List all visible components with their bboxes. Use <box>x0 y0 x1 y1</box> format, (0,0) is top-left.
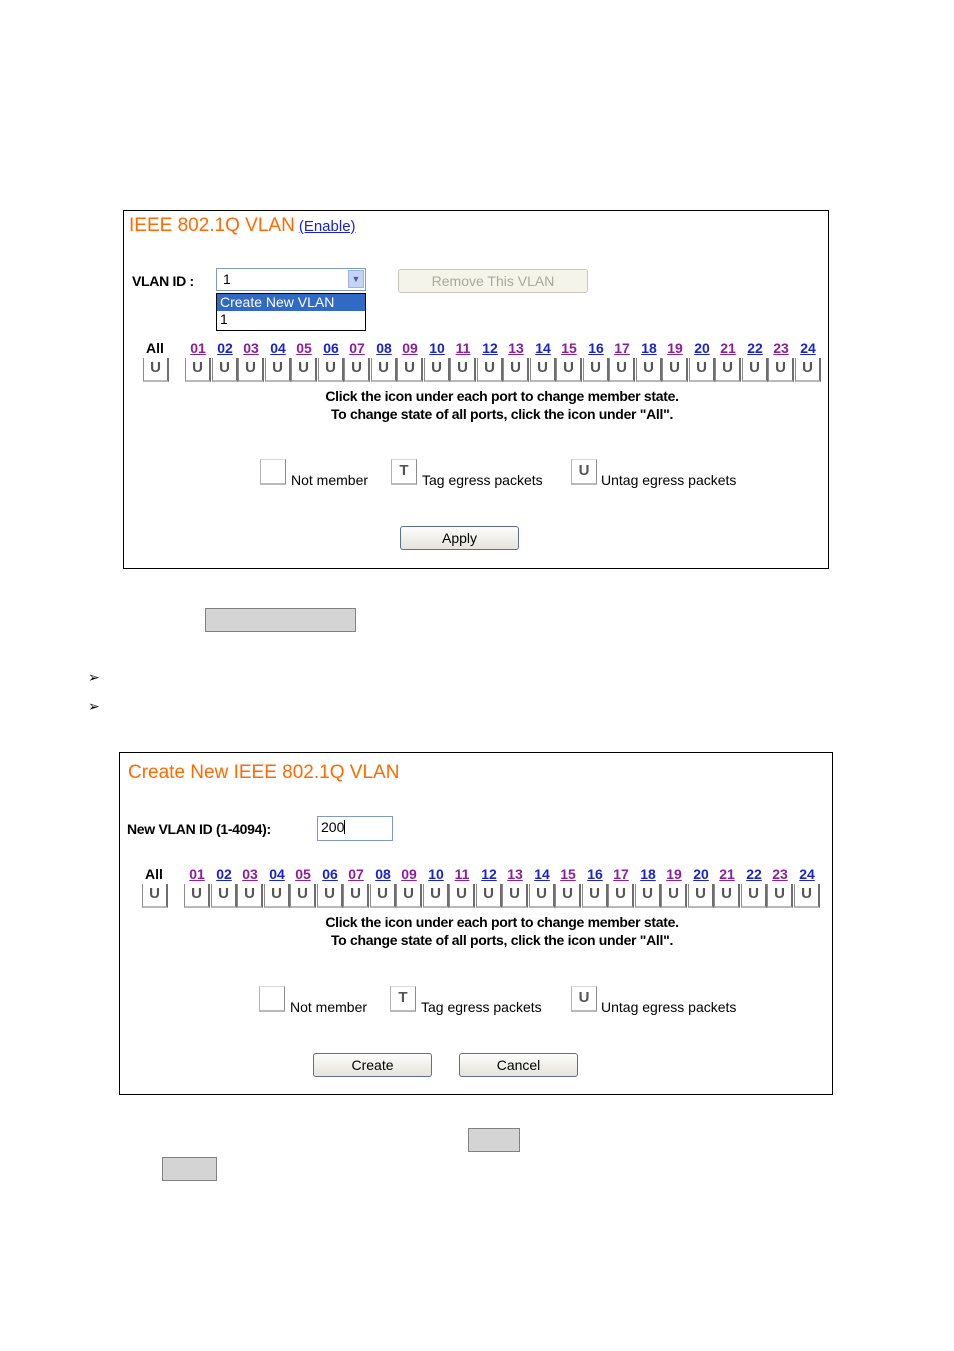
port-icon-18[interactable]: U <box>635 884 661 908</box>
dropdown-option-1[interactable]: 1 <box>220 311 228 327</box>
port-icon-04[interactable]: U <box>265 358 291 382</box>
chevron-down-icon[interactable]: ▼ <box>348 270 364 288</box>
port-label-04[interactable]: 04 <box>269 866 285 882</box>
port-icon-09[interactable]: U <box>397 358 423 382</box>
not-member-label: Not member <box>290 999 368 1015</box>
port-icon-16[interactable]: U <box>582 884 608 908</box>
port-label-23[interactable]: 23 <box>772 866 788 882</box>
port-label-10[interactable]: 10 <box>429 340 445 356</box>
port-icon-20[interactable]: U <box>689 358 715 382</box>
port-label-01[interactable]: 01 <box>189 866 205 882</box>
port-label-06[interactable]: 06 <box>323 340 339 356</box>
port-label-15[interactable]: 15 <box>560 866 576 882</box>
instruction-line-2: To change state of all ports, click the icon under "All". <box>330 406 674 422</box>
tag-icon: T <box>390 986 416 1012</box>
create-vlan-panel <box>119 752 833 1095</box>
port-icon-08[interactable]: U <box>371 358 397 382</box>
gray-placeholder-box <box>162 1157 217 1181</box>
port-icon-05[interactable]: U <box>291 358 317 382</box>
cancel-button[interactable]: Cancel <box>459 1053 578 1077</box>
port-label-13[interactable]: 13 <box>508 340 524 356</box>
port-label-19[interactable]: 19 <box>667 340 683 356</box>
port-label-02[interactable]: 02 <box>216 866 232 882</box>
port-icon-12[interactable]: U <box>476 884 502 908</box>
port-icon-14[interactable]: U <box>530 358 556 382</box>
vlan-id-select-value: 1 <box>223 271 231 287</box>
enable-link[interactable]: (Enable) <box>298 218 356 235</box>
not-member-label: Not member <box>291 472 369 488</box>
port-label-18[interactable]: 18 <box>640 866 656 882</box>
port-icon-23[interactable]: U <box>768 358 794 382</box>
port-icon-21[interactable]: U <box>714 884 740 908</box>
apply-button[interactable]: Apply <box>400 526 519 550</box>
port-label-12[interactable]: 12 <box>482 340 498 356</box>
port-icon-13[interactable]: U <box>503 358 529 382</box>
all-ports-icon[interactable]: U <box>143 358 169 382</box>
port-label-16[interactable]: 16 <box>588 340 604 356</box>
new-vlan-id-value: 200 <box>321 819 345 835</box>
port-label-06[interactable]: 06 <box>322 866 338 882</box>
port-label-18[interactable]: 18 <box>641 340 657 356</box>
port-label-17[interactable]: 17 <box>614 340 630 356</box>
port-icon-19[interactable]: U <box>662 358 688 382</box>
instruction-line-2: To change state of all ports, click the icon under "All". <box>330 932 674 948</box>
port-icon-01[interactable]: U <box>184 884 210 908</box>
port-label-11[interactable]: 11 <box>455 340 471 356</box>
port-icon-02[interactable]: U <box>212 358 238 382</box>
not-member-icon <box>259 986 285 1012</box>
port-label-07[interactable]: 07 <box>349 340 365 356</box>
port-icon-17[interactable]: U <box>609 358 635 382</box>
port-label-20[interactable]: 20 <box>694 340 710 356</box>
port-label-17[interactable]: 17 <box>613 866 629 882</box>
port-icon-03[interactable]: U <box>237 884 263 908</box>
panel-title-text: IEEE 802.1Q VLAN <box>129 215 295 236</box>
port-label-02[interactable]: 02 <box>217 340 233 356</box>
port-icon-06[interactable]: U <box>317 884 343 908</box>
port-label-03[interactable]: 03 <box>243 340 259 356</box>
create-button[interactable]: Create <box>313 1053 432 1077</box>
vlan-panel <box>123 210 829 569</box>
gray-placeholder-box <box>468 1128 520 1152</box>
port-icon-11[interactable]: U <box>449 884 475 908</box>
port-label-23[interactable]: 23 <box>773 340 789 356</box>
port-label-22[interactable]: 22 <box>746 866 762 882</box>
port-icon-11[interactable]: U <box>450 358 476 382</box>
port-label-16[interactable]: 16 <box>587 866 603 882</box>
port-icon-24[interactable]: U <box>794 884 820 908</box>
port-icon-10[interactable]: U <box>424 358 450 382</box>
port-icon-23[interactable]: U <box>767 884 793 908</box>
dropdown-option-create-new[interactable]: Create New VLAN <box>217 294 365 311</box>
port-label-10[interactable]: 10 <box>428 866 444 882</box>
all-ports-label: All <box>146 340 164 356</box>
text-cursor <box>344 820 345 834</box>
port-icon-19[interactable]: U <box>661 884 687 908</box>
not-member-icon <box>260 459 286 485</box>
tag-label: Tag egress packets <box>422 472 543 488</box>
port-icon-10[interactable]: U <box>423 884 449 908</box>
port-label-08[interactable]: 08 <box>375 866 391 882</box>
port-icon-15[interactable]: U <box>556 358 582 382</box>
port-icon-24[interactable]: U <box>795 358 821 382</box>
port-label-24[interactable]: 24 <box>799 866 815 882</box>
instruction-line-1: Click the icon under each port to change member state. <box>325 388 679 404</box>
bullet-2: ➢ <box>88 698 100 714</box>
port-label-14[interactable]: 14 <box>535 340 551 356</box>
untag-label: Untag egress packets <box>601 472 737 488</box>
port-icon-07[interactable]: U <box>343 884 369 908</box>
port-label-11[interactable]: 11 <box>454 866 470 882</box>
port-label-01[interactable]: 01 <box>190 340 206 356</box>
tag-label: Tag egress packets <box>421 999 542 1015</box>
gray-placeholder-box <box>205 608 356 632</box>
port-label-12[interactable]: 12 <box>481 866 497 882</box>
port-icon-05[interactable]: U <box>290 884 316 908</box>
untag-icon: U <box>571 986 597 1012</box>
port-icon-17[interactable]: U <box>608 884 634 908</box>
vlan-id-select[interactable] <box>216 268 366 291</box>
port-label-21[interactable]: 21 <box>720 340 736 356</box>
port-icon-15[interactable]: U <box>555 884 581 908</box>
port-label-09[interactable]: 09 <box>402 340 418 356</box>
vlan-id-label: VLAN ID : <box>132 273 194 289</box>
port-icon-18[interactable]: U <box>636 358 662 382</box>
port-label-03[interactable]: 03 <box>242 866 258 882</box>
port-label-09[interactable]: 09 <box>401 866 417 882</box>
port-icon-09[interactable]: U <box>396 884 422 908</box>
port-label-05[interactable]: 05 <box>296 340 312 356</box>
port-icon-06[interactable]: U <box>318 358 344 382</box>
bullet-1: ➢ <box>88 669 100 685</box>
port-icon-21[interactable]: U <box>715 358 741 382</box>
instruction-line-1: Click the icon under each port to change member state. <box>325 914 679 930</box>
port-icon-07[interactable]: U <box>344 358 370 382</box>
panel-title <box>129 215 356 237</box>
untag-icon: U <box>571 459 597 485</box>
tag-icon: T <box>391 459 417 485</box>
port-icon-16[interactable]: U <box>583 358 609 382</box>
all-ports-icon[interactable]: U <box>142 884 168 908</box>
port-label-22[interactable]: 22 <box>747 340 763 356</box>
port-icon-04[interactable]: U <box>264 884 290 908</box>
vlan-id-dropdown <box>216 293 366 331</box>
port-label-14[interactable]: 14 <box>534 866 550 882</box>
untag-label: Untag egress packets <box>601 999 737 1015</box>
all-ports-label: All <box>145 866 163 882</box>
port-icon-08[interactable]: U <box>370 884 396 908</box>
port-icon-02[interactable]: U <box>211 884 237 908</box>
port-label-05[interactable]: 05 <box>295 866 311 882</box>
port-label-19[interactable]: 19 <box>666 866 682 882</box>
port-label-15[interactable]: 15 <box>561 340 577 356</box>
port-label-07[interactable]: 07 <box>348 866 364 882</box>
remove-vlan-button[interactable]: Remove This VLAN <box>398 269 588 293</box>
port-label-08[interactable]: 08 <box>376 340 392 356</box>
port-icon-14[interactable]: U <box>529 884 555 908</box>
port-icon-01[interactable]: U <box>185 358 211 382</box>
port-icon-13[interactable]: U <box>502 884 528 908</box>
port-label-21[interactable]: 21 <box>719 866 735 882</box>
port-icon-03[interactable]: U <box>238 358 264 382</box>
port-label-24[interactable]: 24 <box>800 340 816 356</box>
new-vlan-id-label: New VLAN ID (1-4094): <box>127 821 271 837</box>
port-icon-20[interactable]: U <box>688 884 714 908</box>
port-label-04[interactable]: 04 <box>270 340 286 356</box>
port-label-13[interactable]: 13 <box>507 866 523 882</box>
port-icon-22[interactable]: U <box>741 884 767 908</box>
new-vlan-id-input[interactable] <box>317 816 393 841</box>
port-label-20[interactable]: 20 <box>693 866 709 882</box>
panel-title: Create New IEEE 802.1Q VLAN <box>128 762 400 783</box>
port-icon-12[interactable]: U <box>477 358 503 382</box>
port-icon-22[interactable]: U <box>742 358 768 382</box>
